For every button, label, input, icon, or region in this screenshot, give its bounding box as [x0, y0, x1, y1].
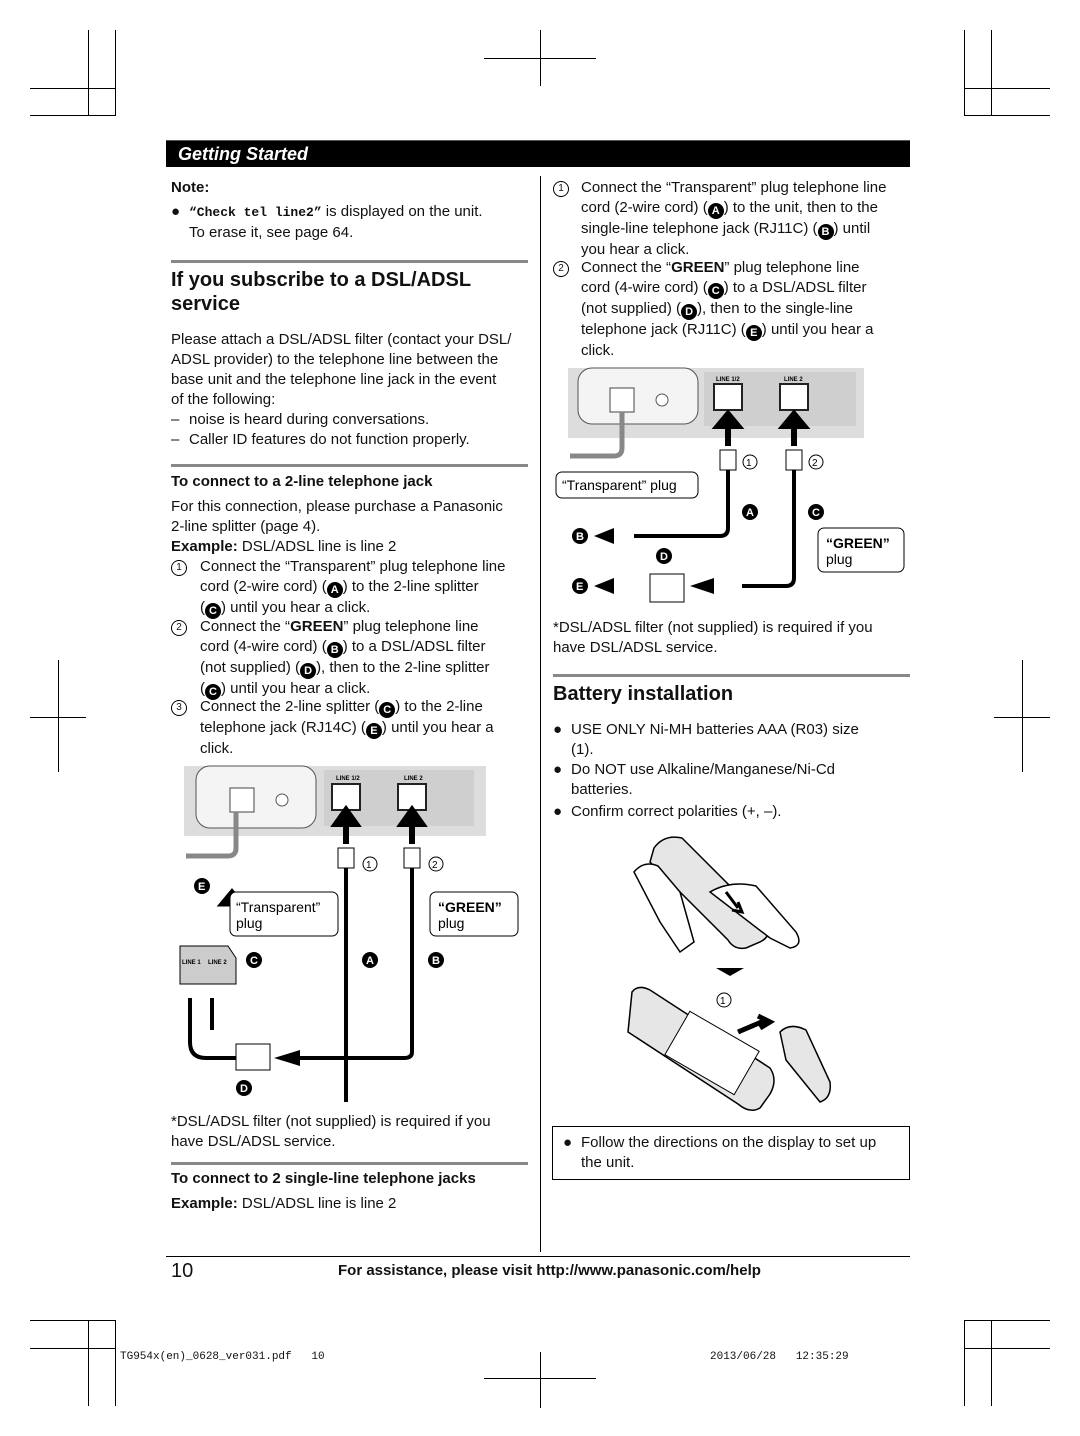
label-text: D: [660, 551, 668, 563]
battery-text: Do NOT use Alkaline/Manganese/Ni-Cd: [571, 761, 836, 778]
jack-label-line2: LINE 2: [404, 776, 423, 782]
battery-list: [553, 720, 913, 822]
label-text: E: [576, 581, 584, 593]
arrow-down-icon: [716, 968, 744, 976]
splitter-label: LINE 2: [208, 960, 227, 966]
left-steps: [171, 557, 531, 757]
final-note-line: ● Follow the directions on the display to set up: [563, 1134, 877, 1151]
crop-mark: [540, 1352, 541, 1408]
plug-a-icon: [720, 450, 736, 470]
callout-text: plug: [438, 915, 465, 931]
step-number: 1: [171, 560, 187, 576]
label-e-icon: E: [366, 723, 382, 739]
step-line: (not supplied) ( D ), then to the single-line: [581, 300, 853, 318]
step-item: [171, 557, 531, 617]
callout-text: plug: [236, 915, 263, 931]
assistance-text: For assistance, please visit http://www.panasonic.com/help: [338, 1262, 761, 1279]
note-text: is displayed on the unit.: [321, 203, 483, 220]
label-b-icon: B: [327, 642, 343, 658]
arrow-up-icon: [402, 810, 422, 844]
example-text: DSL/ADSL line is line 2: [237, 538, 397, 555]
jack-label-line12: LINE 1/2: [716, 377, 740, 383]
column-divider: [540, 176, 541, 1252]
crop-mark: [88, 30, 89, 116]
label-c-icon: C: [708, 283, 724, 299]
label-c-icon: C: [205, 684, 221, 700]
step-line: telephone jack (RJ11C) ( E ) until you hear a: [581, 321, 874, 339]
jack-label-line2: LINE 2: [784, 377, 803, 383]
unit-jack-icon: [610, 388, 634, 412]
step-line: you hear a click.: [581, 241, 690, 258]
arrow-up-icon: [336, 810, 356, 844]
left-footnote: [171, 1112, 531, 1152]
note-text-2: To erase it, see page 64.: [189, 224, 354, 241]
crop-mark: [30, 88, 116, 89]
jack-label-line12: LINE 1/2: [336, 776, 360, 782]
crop-mark: [964, 1348, 1050, 1349]
crop-mark: [964, 88, 1050, 89]
step-line: single-line telephone jack (RJ11C) ( B ) until: [581, 220, 871, 238]
crop-mark: [991, 1320, 992, 1406]
dsl-filter-icon: [236, 1044, 270, 1070]
two-line-jack-diagram: [176, 762, 526, 1102]
crop-mark: [1022, 660, 1023, 772]
label-c-icon: C: [205, 603, 221, 619]
step-item: [171, 617, 531, 697]
label-d-icon: D: [681, 304, 697, 320]
step-line: cord (2-wire cord) ( A ) to the unit, then to the: [581, 199, 878, 217]
callout-text: “Transparent” plug: [562, 477, 677, 493]
step-line: Connect the “GREEN” plug telephone line: [581, 259, 860, 276]
page-number: 10: [171, 1260, 194, 1282]
step-number: 1: [553, 181, 569, 197]
example-line-2: [171, 1194, 396, 1214]
example-line: [171, 537, 531, 557]
footnote-line: *DSL/ADSL filter (not supplied) is required if you: [553, 619, 873, 636]
jack-line12-icon: [714, 384, 742, 410]
label-text: A: [366, 955, 374, 967]
callout-2-text: 2: [812, 458, 818, 469]
dsl-intro-line: Please attach a DSL/ADSL filter (contact your DSL/: [171, 331, 512, 348]
step-line: Connect the 2-line splitter ( C ) to the 2-line: [200, 698, 483, 716]
right-steps: [553, 178, 913, 358]
step-line: cord (2-wire cord) ( A ) to the 2-line splitter: [200, 578, 479, 596]
crop-mark: [30, 717, 86, 718]
step-line: ( C ) until you hear a click.: [200, 599, 371, 617]
example-text: DSL/ADSL line is line 2: [237, 1195, 397, 1212]
crop-mark: [484, 58, 596, 59]
section-header: [166, 140, 910, 167]
dsl-intro-line: base unit and the telephone line jack in the event: [171, 371, 497, 388]
screw-icon: [656, 394, 668, 406]
section-rule: [171, 260, 528, 263]
crop-mark: [964, 30, 965, 116]
example-label: Example:: [171, 538, 238, 555]
crop-mark: [88, 1320, 89, 1406]
battery-item-cont: (1).: [571, 741, 594, 758]
label-a-icon: A: [327, 582, 343, 598]
step-line: click.: [200, 740, 234, 757]
step-number: 2: [553, 261, 569, 277]
battery-text: USE ONLY Ni-MH batteries AAA (R03) size: [571, 721, 859, 738]
plug-c-icon: [786, 450, 802, 470]
label-a-icon: A: [708, 203, 724, 219]
footer-rule: [166, 1256, 910, 1257]
arrow-left-icon: [594, 578, 614, 594]
battery-item: ● Confirm correct polarities (+, –).: [553, 803, 782, 820]
base-unit-recess: [578, 368, 698, 424]
dsl-intro-line: of the following:: [171, 391, 276, 408]
dsl-list-text: Caller ID features do not function properly.: [189, 431, 470, 448]
crop-mark: [994, 717, 1050, 718]
step-line: Connect the “Transparent” plug telephone line: [200, 558, 506, 575]
section-title: Getting Started: [178, 144, 309, 164]
label-d-icon: D: [300, 663, 316, 679]
label-text: B: [576, 531, 584, 543]
callout-2-text: 2: [432, 860, 438, 871]
step-line: click.: [581, 342, 615, 359]
step-item: [171, 697, 531, 757]
crop-mark: [991, 30, 992, 116]
battery-cover-icon: [780, 1026, 830, 1102]
crop-mark: [115, 1320, 116, 1406]
sub1-heading: To connect to a 2-line telephone jack: [171, 473, 433, 490]
step-line: cord (4-wire cord) ( B ) to a DSL/ADSL filter: [200, 638, 486, 656]
file-name: TG954x(en)_0628_ver031.pdf 10: [120, 1351, 325, 1363]
plug-a-icon: [338, 848, 354, 868]
dsl-intro-line: ADSL provider) to the telephone line between the: [171, 351, 499, 368]
section-rule: [171, 1162, 528, 1165]
crop-mark: [964, 115, 1050, 116]
arrow-left-icon: [690, 578, 714, 594]
sub1-intro: [171, 497, 531, 557]
step-line: cord (4-wire cord) ( C ) to a DSL/ADSL filter: [581, 279, 867, 297]
final-note-box: [552, 1126, 910, 1180]
callout-1-text: 1: [746, 458, 752, 469]
callout-text: plug: [826, 551, 853, 567]
jack-line2-icon: [780, 384, 808, 410]
label-text: C: [812, 507, 820, 519]
step-number: 2: [171, 620, 187, 636]
note-code: “Check tel line2”: [189, 205, 322, 220]
label-c-icon: C: [379, 702, 395, 718]
footnote-line: have DSL/ADSL service.: [553, 639, 718, 656]
label-text: E: [198, 881, 206, 893]
step-line: (not supplied) ( D ), then to the 2-line splitter: [200, 659, 490, 677]
final-note-text: Follow the directions on the display to set up: [581, 1134, 877, 1151]
crop-mark: [964, 1320, 965, 1406]
battery-item-cont: batteries.: [571, 781, 633, 798]
arrow-left-icon: [594, 528, 614, 544]
label-b-icon: B: [818, 224, 834, 240]
step-line: ( C ) until you hear a click.: [200, 680, 371, 698]
splitter-label: LINE 1: [182, 960, 201, 966]
battery-item: ● USE ONLY Ni-MH batteries AAA (R03) size: [553, 721, 859, 738]
dsl-intro: [171, 330, 536, 450]
crop-mark: [30, 1348, 116, 1349]
timestamp: 2013/06/28 12:35:29: [710, 1351, 849, 1363]
dsl-list-text: noise is heard during conversations.: [189, 411, 430, 428]
battery-heading: Battery installation: [553, 683, 734, 705]
label-text: C: [250, 955, 258, 967]
crop-mark: [484, 1378, 596, 1379]
base-unit-recess: [196, 766, 316, 828]
battery-text: Confirm correct polarities (+, –).: [571, 803, 782, 820]
footnote-line: have DSL/ADSL service.: [171, 1133, 336, 1150]
dsl-list-item: – Caller ID features do not function properly.: [171, 431, 470, 448]
battery-item: ● Do NOT use Alkaline/Manganese/Ni-Cd: [553, 761, 836, 778]
right-footnote: [553, 618, 913, 658]
dsl-list-item: – noise is heard during conversations.: [171, 411, 430, 428]
screw-icon: [276, 794, 288, 806]
step-item: [553, 178, 913, 258]
callout-text: “GREEN”: [826, 535, 890, 551]
label-text: D: [240, 1083, 248, 1095]
crop-mark: [30, 115, 116, 116]
dsl-heading: [171, 268, 471, 316]
cord-c: [742, 470, 794, 586]
crop-mark: [30, 1320, 116, 1321]
final-note-line: the unit.: [581, 1154, 635, 1171]
unit-jack-icon: [230, 788, 254, 812]
step-item: [553, 258, 913, 358]
callout-1-text: 1: [720, 996, 726, 1007]
crop-mark: [58, 660, 59, 772]
footnote-line: *DSL/ADSL filter (not supplied) is required if you: [171, 1113, 491, 1130]
step-number: 3: [171, 700, 187, 716]
crop-mark: [115, 30, 116, 116]
step-line: Connect the “Transparent” plug telephone line: [581, 179, 887, 196]
sub1-intro-line: For this connection, please purchase a Panasonic: [171, 498, 503, 515]
dsl-heading-line-1: If you subscribe to a DSL/ADSL: [171, 269, 472, 291]
label-e-icon: E: [746, 325, 762, 341]
callout-text: “GREEN”: [438, 899, 502, 915]
section-rule: [171, 464, 528, 467]
step-line: Connect the “GREEN” plug telephone line: [200, 618, 479, 635]
step-line: telephone jack (RJ14C) ( E ) until you hear a: [200, 719, 494, 737]
plug-b-icon: [404, 848, 420, 868]
callout-1-text: 1: [366, 860, 372, 871]
callout-text: “Transparent”: [236, 899, 321, 915]
arrow-left-icon: [274, 1050, 300, 1066]
crop-mark: [964, 1320, 1050, 1321]
note-label: Note:: [171, 179, 210, 196]
battery-installation-illustration: [620, 832, 840, 1118]
section-rule: [553, 674, 910, 677]
insert-arrow-icon: [738, 1016, 770, 1032]
label-text: B: [432, 955, 440, 967]
single-line-jack-diagram: [554, 364, 910, 610]
example-label: Example:: [171, 1195, 238, 1212]
dsl-filter-icon: [650, 574, 684, 602]
label-text: A: [746, 507, 754, 519]
dsl-heading-line-2: service: [171, 293, 240, 315]
sub2-heading: To connect to 2 single-line telephone jacks: [171, 1170, 476, 1187]
sub1-intro-line: 2-line splitter (page 4).: [171, 518, 321, 535]
bullet-icon: ●: [171, 203, 181, 220]
note-item: [171, 202, 531, 243]
